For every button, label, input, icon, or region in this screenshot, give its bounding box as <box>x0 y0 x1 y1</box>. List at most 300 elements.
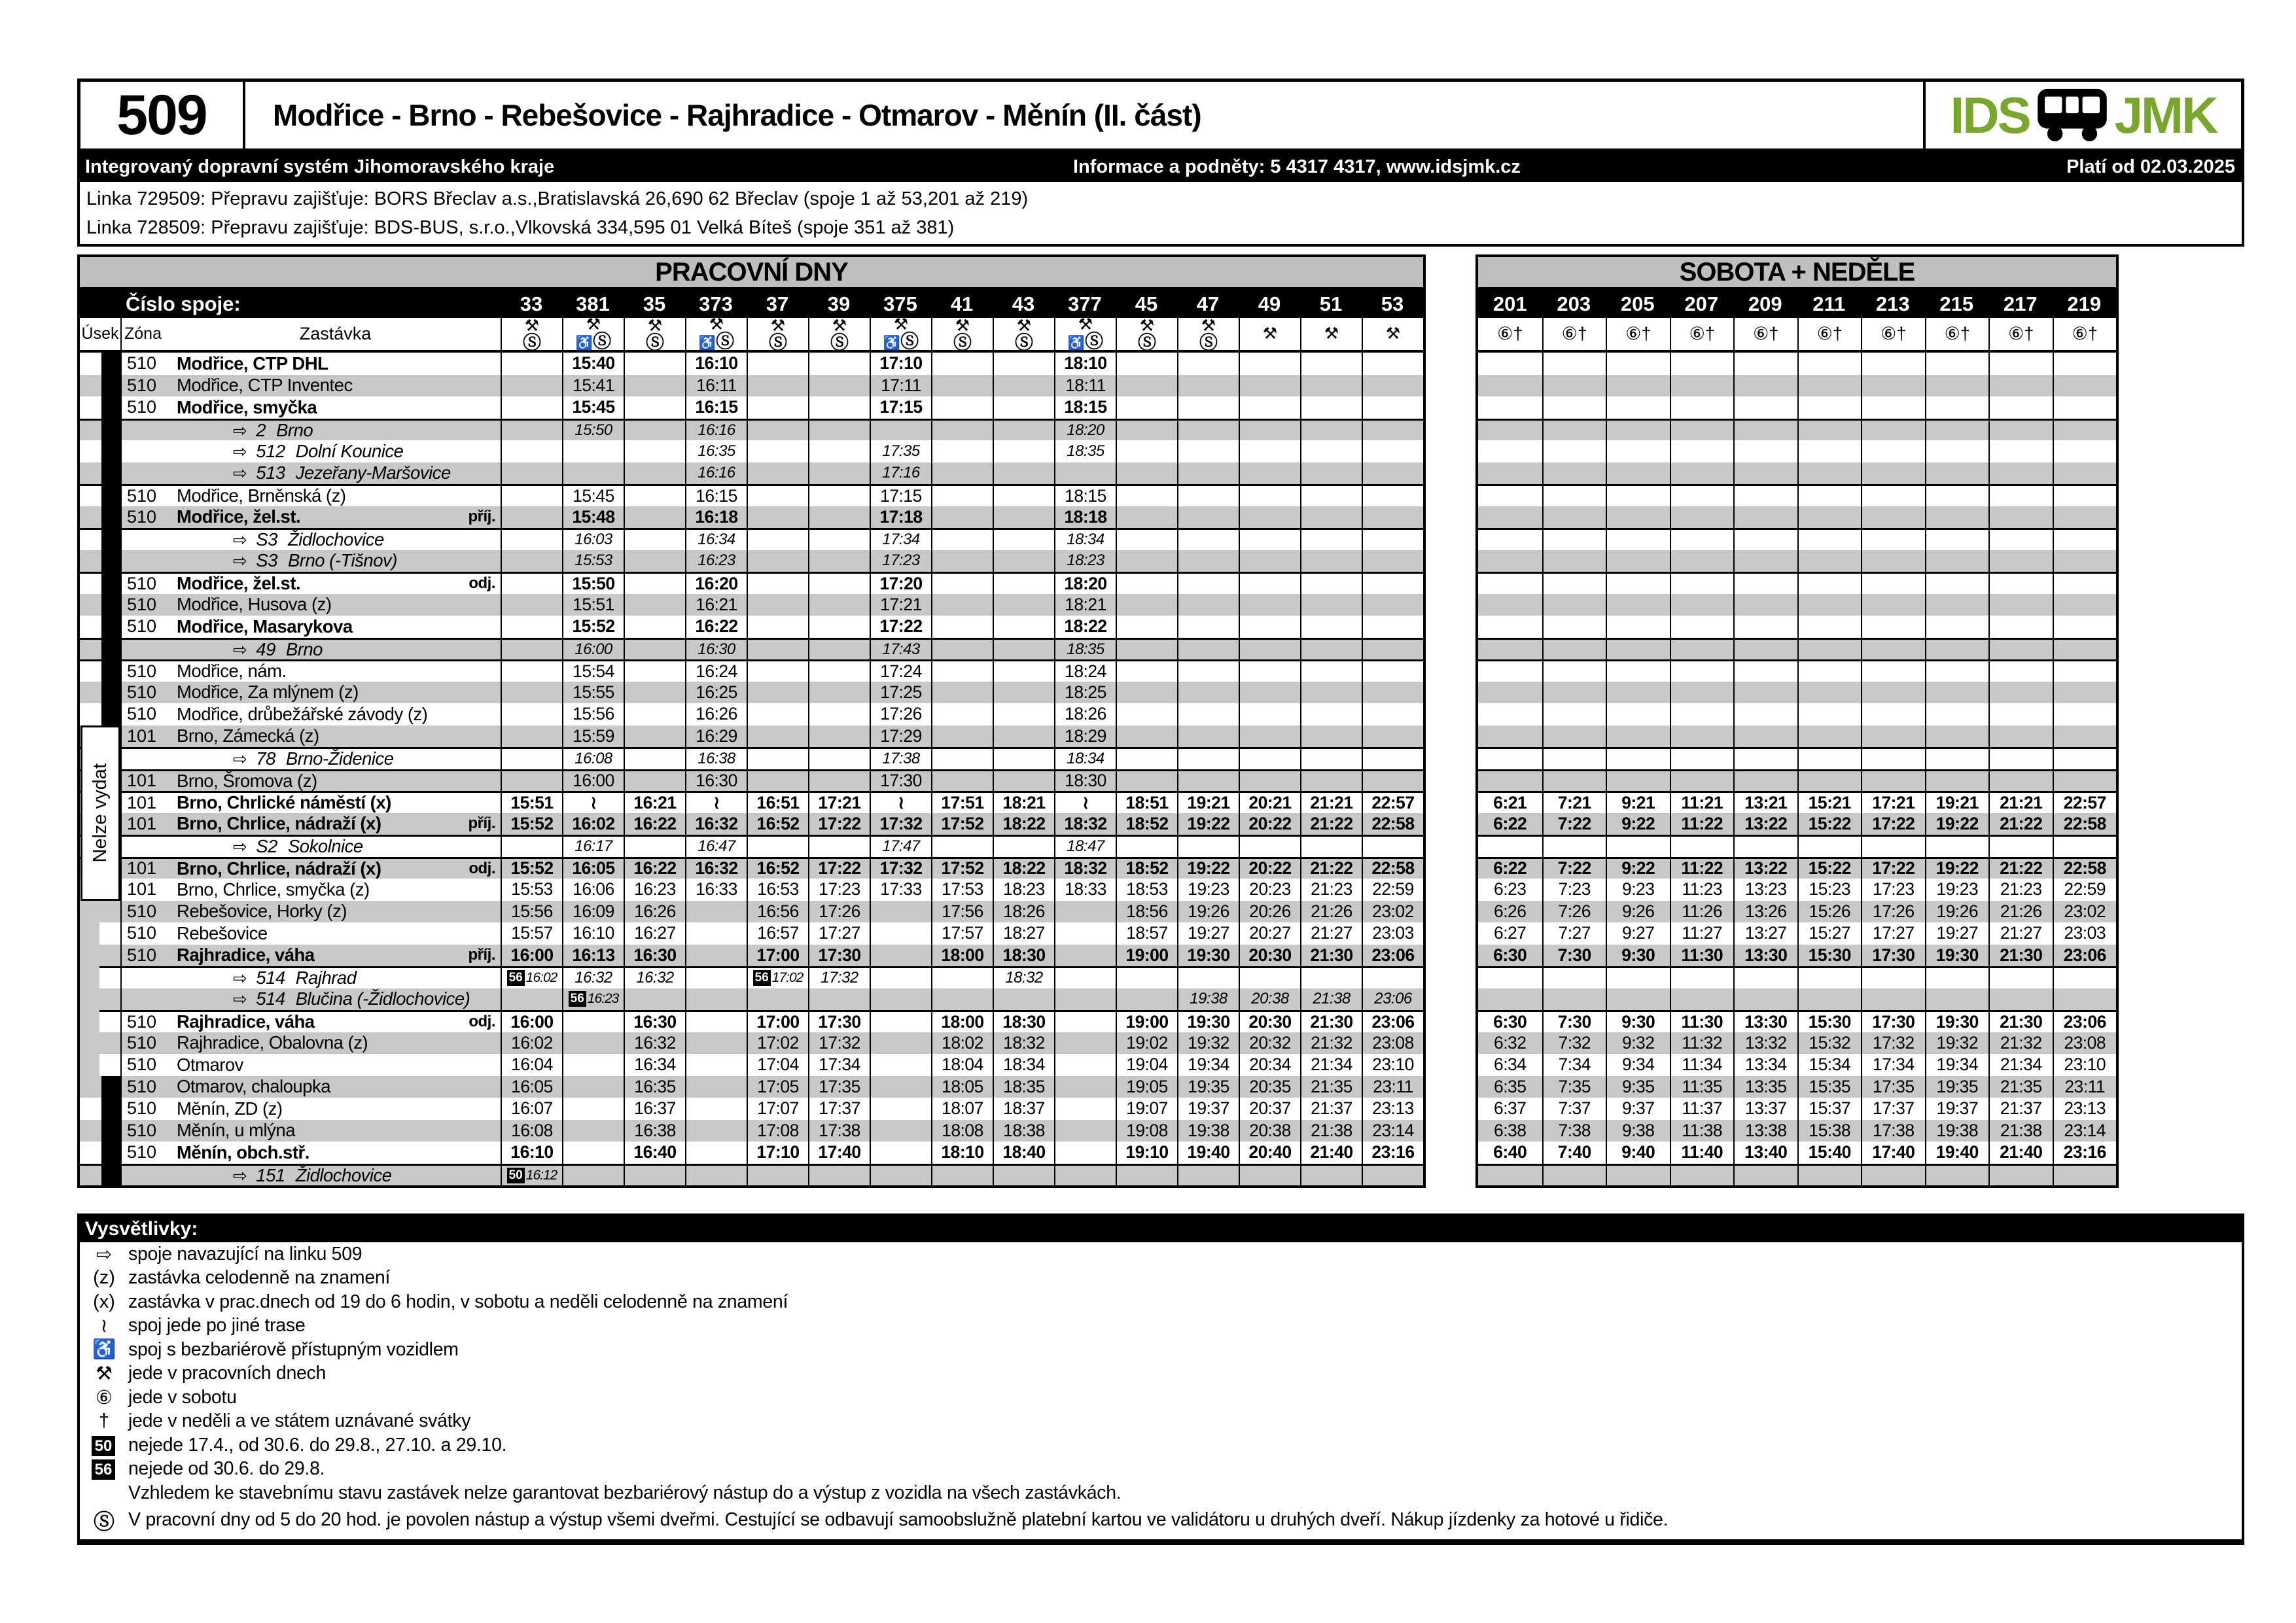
time-cell: 17:22 <box>1861 859 1925 879</box>
time-cell <box>1362 661 1423 682</box>
time-cell: 17:35 <box>808 1076 870 1098</box>
time-cell <box>685 1076 747 1098</box>
time-cell: 6:35 <box>1493 1076 1527 1096</box>
time-cell: 23:08 <box>2053 1032 2117 1055</box>
time-cell <box>1670 440 1734 462</box>
time-cell <box>2053 771 2117 792</box>
time-cell <box>1670 550 1734 572</box>
time-cell <box>1861 353 1925 375</box>
connection-name-cell <box>170 441 501 462</box>
time-cell <box>931 462 993 485</box>
time-cell <box>808 550 870 572</box>
time-cell: 16:57 <box>747 922 808 945</box>
time-cell <box>624 640 685 660</box>
time-cell: 7:32 <box>1542 1032 1606 1055</box>
station-row <box>1478 353 2116 375</box>
station-row <box>80 484 1423 506</box>
time-cell: 16:15 <box>685 396 747 419</box>
wheelchair-icon: ♿ <box>698 336 716 351</box>
time-cell <box>1054 945 1116 967</box>
time-cell: 16:00 <box>562 771 624 792</box>
time-cell: 6:21 <box>1493 792 1527 812</box>
time-cell <box>1733 530 1797 550</box>
usek-cell <box>80 1032 122 1055</box>
time-cell: 13:21 <box>1733 793 1797 813</box>
time-cell <box>1300 550 1362 572</box>
different-route-symbol: ≀ <box>898 792 904 812</box>
time-cell <box>1988 771 2053 792</box>
time-cell: 16:25 <box>685 682 747 704</box>
usek-cell <box>80 879 122 901</box>
time-cell <box>1733 421 1797 441</box>
time-cell <box>1797 837 1862 857</box>
time-cell: 21:30 <box>1988 945 2053 967</box>
zone-cell: 510 <box>127 1032 157 1053</box>
time-cell: 15:48 <box>562 506 624 529</box>
zastavka-label: Zastávka <box>299 324 372 343</box>
time-cell: 7:22 <box>1542 859 1606 879</box>
time-cell: 17:38 <box>870 749 931 769</box>
connection-name-cell <box>170 420 501 441</box>
usek-cell <box>80 486 122 506</box>
time-cell <box>993 771 1054 792</box>
arrival-departure-note: odj. <box>468 1013 495 1031</box>
trip-symbols <box>624 316 685 353</box>
trip-symbols <box>1300 318 1362 350</box>
connection-name-cell <box>170 462 501 483</box>
time-cell <box>562 1098 624 1120</box>
time-cell <box>501 661 562 682</box>
time-cell: 23:02 <box>2053 901 2117 923</box>
time-cell <box>747 703 808 725</box>
time-cell <box>1988 506 2053 529</box>
time-cell <box>993 703 1054 725</box>
time-cell <box>1116 616 1177 638</box>
time-cell <box>870 421 931 441</box>
time-cell: 17:57 <box>931 922 993 945</box>
time-cell: 22:59 <box>1362 879 1423 901</box>
time-cell: 56 17:02 <box>747 968 808 988</box>
time-cell: 11:30 <box>1670 945 1734 967</box>
arrow-right-icon: ⇨ <box>233 420 247 440</box>
time-cell: 19:34 <box>1925 1054 1989 1076</box>
station-name: Rajhradice, váha <box>177 945 315 966</box>
time-cell <box>1925 396 1989 419</box>
time-cell <box>1116 421 1177 441</box>
time-cell <box>1239 616 1300 638</box>
time-cell <box>931 837 993 857</box>
connection-destination: Rajhrad <box>295 968 357 988</box>
time-cell: 20:26 <box>1239 901 1300 923</box>
time-cell: 17:30 <box>808 1012 870 1032</box>
time-cell: 17:29 <box>870 725 931 748</box>
time-cell <box>562 1032 624 1055</box>
saturday-sunday-icon: ⑥† <box>2072 324 2098 343</box>
time-cell: 9:34 <box>1606 1054 1670 1076</box>
time-cell <box>1177 703 1239 725</box>
legend-symbol-cell <box>80 1435 128 1456</box>
time-cell <box>931 375 993 397</box>
time-cell <box>1861 703 1925 725</box>
time-cell <box>2053 353 2117 375</box>
time-cell <box>685 1054 747 1076</box>
time-cell <box>870 1166 931 1186</box>
time-cell <box>1925 703 1989 725</box>
time-cell <box>1116 725 1177 748</box>
time-cell <box>2053 462 2117 485</box>
time-cell <box>993 440 1054 462</box>
time-cell <box>808 462 870 485</box>
time-cell <box>1177 550 1239 572</box>
time-cell <box>501 530 562 550</box>
time-cell <box>1177 353 1239 375</box>
arrow-right-icon: ⇨ <box>233 530 247 550</box>
time-cell <box>1733 396 1797 419</box>
system-name: Integrovaný dopravní systém Jihomoravského kraje <box>85 156 555 177</box>
time-cell: 56 16:23 <box>562 988 624 1011</box>
legend-item <box>80 1290 2242 1314</box>
time-cell <box>1116 837 1177 857</box>
time-cell <box>1239 353 1300 375</box>
time-cell: 21:30 <box>1300 945 1362 967</box>
time-cell: 11:38 <box>1670 1120 1734 1142</box>
time-cell <box>1177 640 1239 660</box>
zone-cell: 510 <box>127 1098 157 1119</box>
time-cell: 20:38 <box>1239 988 1300 1011</box>
time-cell: 18:07 <box>931 1098 993 1120</box>
time-cell: 50 16:12 <box>501 1166 562 1186</box>
transfer-row <box>1478 966 2116 988</box>
station-row <box>1478 879 2116 901</box>
connecting-line: 514 <box>256 968 285 988</box>
station-name-cell <box>170 858 501 879</box>
time-cell <box>1925 682 1989 704</box>
time-cell <box>624 462 685 485</box>
time-cell: 17:22 <box>808 859 870 879</box>
time-cell: 17:18 <box>870 506 931 529</box>
time-cell <box>624 530 685 550</box>
time-cell: 16:32 <box>562 968 624 988</box>
time-cell <box>1362 396 1423 419</box>
time-cell <box>1478 771 1542 792</box>
time-cell <box>747 421 808 441</box>
time-cell <box>1177 682 1239 704</box>
legend-symbol-cell <box>80 1458 128 1480</box>
connection-name-cell <box>170 748 501 769</box>
time-cell: 9:32 <box>1606 1032 1670 1055</box>
time-cell <box>1177 837 1239 857</box>
trip-symbols <box>1478 318 1542 350</box>
connecting-line: 514 <box>256 988 285 1009</box>
time-cell <box>1861 749 1925 769</box>
time-cell: 22:58 <box>1362 813 1423 835</box>
time-cell <box>931 486 993 506</box>
time-cell <box>685 1098 747 1120</box>
time-cell <box>1300 486 1362 506</box>
workdays-icon: ⚒ <box>647 316 663 335</box>
time-cell: 16:00 <box>562 640 624 660</box>
time-cell: 13:35 <box>1733 1076 1797 1098</box>
time-cell: 20:38 <box>1239 1120 1300 1142</box>
time-cell <box>624 574 685 594</box>
time-cell <box>1116 661 1177 682</box>
workdays-icon: ⚒ <box>709 315 724 334</box>
time-cell <box>1300 661 1362 682</box>
time-cell: 18:34 <box>1054 530 1116 550</box>
time-cell <box>2053 530 2117 550</box>
zone-cell: 510 <box>127 1055 157 1075</box>
time-cell: 21:35 <box>1300 1076 1362 1098</box>
time-cell <box>931 421 993 441</box>
time-cell: 15:40 <box>562 353 624 375</box>
time-cell <box>1300 574 1362 594</box>
time-cell: 13:34 <box>1733 1054 1797 1076</box>
time-cell: 18:05 <box>931 1076 993 1098</box>
connection-name-cell <box>170 988 501 1009</box>
time-cell <box>1670 988 1734 1011</box>
time-cell <box>1542 421 1606 441</box>
time-cell <box>501 988 562 1011</box>
time-cell <box>2053 1166 2117 1186</box>
time-cell <box>931 968 993 988</box>
time-cell <box>1542 594 1606 616</box>
time-cell: 11:23 <box>1670 879 1734 901</box>
station-row <box>1478 1010 2116 1032</box>
station-row <box>1478 1032 2116 1055</box>
time-cell: 21:22 <box>1300 859 1362 879</box>
time-cell <box>1797 462 1862 485</box>
zone-cell: 510 <box>127 616 157 637</box>
time-cell <box>931 661 993 682</box>
time-cell: 19:10 <box>1116 1142 1177 1164</box>
time-cell: 17:32 <box>870 859 931 879</box>
time-cell: 6:38 <box>1493 1120 1527 1140</box>
usek-cell <box>80 1098 122 1120</box>
time-cell <box>808 661 870 682</box>
time-cell <box>931 1166 993 1186</box>
time-cell <box>1988 574 2053 594</box>
time-cell <box>1478 661 1542 682</box>
time-cell <box>501 771 562 792</box>
station-name-cell <box>170 901 501 922</box>
zone-cell: 510 <box>127 704 157 724</box>
time-cell: 6:30 <box>1493 1011 1527 1032</box>
time-cell <box>747 725 808 748</box>
time-cell <box>1054 1166 1116 1186</box>
time-cell <box>2053 616 2117 638</box>
time-cell <box>624 550 685 572</box>
time-cell <box>2053 506 2117 529</box>
time-cell: 17:21 <box>808 793 870 813</box>
time-cell: 19:35 <box>1177 1076 1239 1098</box>
time-cell <box>931 725 993 748</box>
time-cell <box>1362 375 1423 397</box>
station-name-cell <box>170 1098 501 1119</box>
time-cell <box>2053 574 2117 594</box>
time-cell <box>1239 682 1300 704</box>
time-cell <box>1116 574 1177 594</box>
time-cell <box>501 396 562 419</box>
time-cell <box>808 988 870 1011</box>
time-cell <box>1239 574 1300 594</box>
time-cell: 17:38 <box>1861 1120 1925 1142</box>
time-cell: 7:26 <box>1542 901 1606 923</box>
usek-cell <box>80 353 122 375</box>
time-cell <box>1362 353 1423 375</box>
time-cell <box>1797 550 1862 572</box>
time-cell <box>1239 640 1300 660</box>
usek-cell <box>80 396 122 419</box>
time-cell: 16:11 <box>685 375 747 397</box>
time-cell: 23:16 <box>1362 1142 1423 1164</box>
connecting-line: 151 <box>256 1164 285 1185</box>
time-cell <box>2053 396 2117 419</box>
time-cell: 7:22 <box>1542 813 1606 835</box>
time-cell: 19:38 <box>1177 1120 1239 1142</box>
time-cell: 9:30 <box>1606 1012 1670 1032</box>
time-cell <box>747 440 808 462</box>
trip-number: 43 <box>1012 292 1035 315</box>
time-cell <box>993 550 1054 572</box>
time-cell <box>1988 375 2053 397</box>
time-cell <box>1797 703 1862 725</box>
time-cell <box>993 462 1054 485</box>
saturday-sunday-icon: ⑥† <box>1881 324 1907 343</box>
station-row <box>1478 1076 2116 1098</box>
station-name: Modřice, žel.st. <box>177 506 301 527</box>
time-cell <box>1733 574 1797 594</box>
time-cell <box>501 421 562 441</box>
time-cell <box>1988 1166 2053 1186</box>
time-cell: 17:51 <box>931 793 993 813</box>
time-cell <box>993 594 1054 616</box>
self-service-icon: Ⓢ <box>830 332 849 353</box>
time-cell <box>747 837 808 857</box>
time-cell <box>1733 749 1797 769</box>
time-cell: 16:00 <box>501 945 562 967</box>
time-cell <box>1606 550 1670 572</box>
time-cell <box>1861 988 1925 1011</box>
connection-destination: Sokolnice <box>287 836 363 857</box>
time-cell: 18:20 <box>1054 421 1116 441</box>
time-cell <box>808 530 870 550</box>
station-name-cell <box>170 397 501 418</box>
time-cell: 19:40 <box>1177 1142 1239 1164</box>
time-cell: 9:37 <box>1606 1098 1670 1120</box>
time-cell: 19:40 <box>1925 1142 1989 1164</box>
connection-name-cell <box>170 1165 501 1186</box>
idsjmk-logo <box>1923 82 2241 148</box>
time-cell <box>1861 506 1925 529</box>
time-cell: 23:13 <box>2053 1098 2117 1120</box>
wheelchair-icon: ♿ <box>1067 336 1086 351</box>
time-cell: 16:23 <box>624 879 685 901</box>
restriction-badge: 56 <box>92 1459 116 1480</box>
time-cell: 15:56 <box>562 703 624 725</box>
time-cell <box>2053 594 2117 616</box>
time-cell <box>1861 462 1925 485</box>
route-title: Modřice - Brno - Rebešovice - Rajhradice - Otmarov - Měnín (II. část) <box>273 98 1201 132</box>
time-cell: 16:52 <box>747 859 808 879</box>
self-service-icon: Ⓢ <box>522 332 541 353</box>
time-cell <box>1670 462 1734 485</box>
time-cell <box>1239 396 1300 419</box>
time-cell: 15:22 <box>1797 813 1862 835</box>
zone-cell: 510 <box>127 945 157 965</box>
time-cell <box>747 462 808 485</box>
time-cell: 16:02 <box>562 813 624 835</box>
time-cell <box>1478 703 1542 725</box>
legend-symbol-cell <box>80 1338 128 1361</box>
time-cell <box>1177 616 1239 638</box>
time-cell <box>747 988 808 1011</box>
time-cell: 23:16 <box>2053 1142 2117 1164</box>
time-cell: 22:58 <box>2053 859 2117 879</box>
time-cell: 16:27 <box>624 922 685 945</box>
station-name: Brno, Chrlické náměstí (x) <box>177 792 391 813</box>
usek-cell <box>80 945 122 967</box>
trip-number: 41 <box>950 292 974 315</box>
time-cell: 17:53 <box>931 879 993 901</box>
arrival-departure-note: příj. <box>468 814 495 833</box>
station-row <box>80 659 1423 682</box>
time-cell <box>808 396 870 419</box>
station-row <box>80 682 1423 704</box>
time-cell <box>1606 375 1670 397</box>
station-name: Modřice, Brněnská (z) <box>177 485 346 506</box>
time-cell: 15:57 <box>501 922 562 945</box>
time-cell: 17:40 <box>1861 1142 1925 1164</box>
time-cell: 17:30 <box>808 945 870 967</box>
time-cell <box>624 396 685 419</box>
legend-item <box>80 1505 2242 1535</box>
time-cell: 16:53 <box>747 879 808 901</box>
time-cell: 15:34 <box>1797 1054 1862 1076</box>
zone-cell: 510 <box>127 485 157 506</box>
connection-destination: Brno (-Tišnov) <box>287 550 397 571</box>
transfer-row <box>1478 1164 2116 1186</box>
time-cell: 18:23 <box>993 879 1054 901</box>
time-cell <box>1300 771 1362 792</box>
saturday-sunday-icon: ⑥† <box>1816 324 1843 343</box>
time-cell <box>1054 793 1116 813</box>
legend-item <box>80 1314 2242 1338</box>
station-row <box>1478 901 2116 923</box>
time-cell: 15:52 <box>501 859 562 879</box>
self-service-icon: Ⓢ <box>768 332 787 353</box>
saturday-sunday-icon: ⑥† <box>1944 324 1970 343</box>
time-cell <box>1797 530 1862 550</box>
time-cell: 19:38 <box>1177 988 1239 1011</box>
time-cell <box>501 749 562 769</box>
time-cell <box>1670 421 1734 441</box>
time-cell <box>1988 486 2053 506</box>
station-name-cell <box>170 879 501 900</box>
legend-text: spoje navazující na linku 509 <box>128 1243 362 1265</box>
time-cell <box>1733 375 1797 397</box>
time-cell <box>1988 462 2053 485</box>
time-cell: 16:02 <box>501 1032 562 1055</box>
connecting-line: 2 <box>256 419 266 440</box>
usek-cell <box>80 1120 122 1142</box>
time-cell: 16:52 <box>747 813 808 835</box>
time-cell: 16:32 <box>624 1032 685 1055</box>
station-name: Rebešovice <box>177 922 268 943</box>
time-cell <box>1733 988 1797 1011</box>
time-cell: 19:27 <box>1925 922 1989 945</box>
station-row <box>80 1120 1423 1142</box>
time-cell: 17:22 <box>870 616 931 638</box>
